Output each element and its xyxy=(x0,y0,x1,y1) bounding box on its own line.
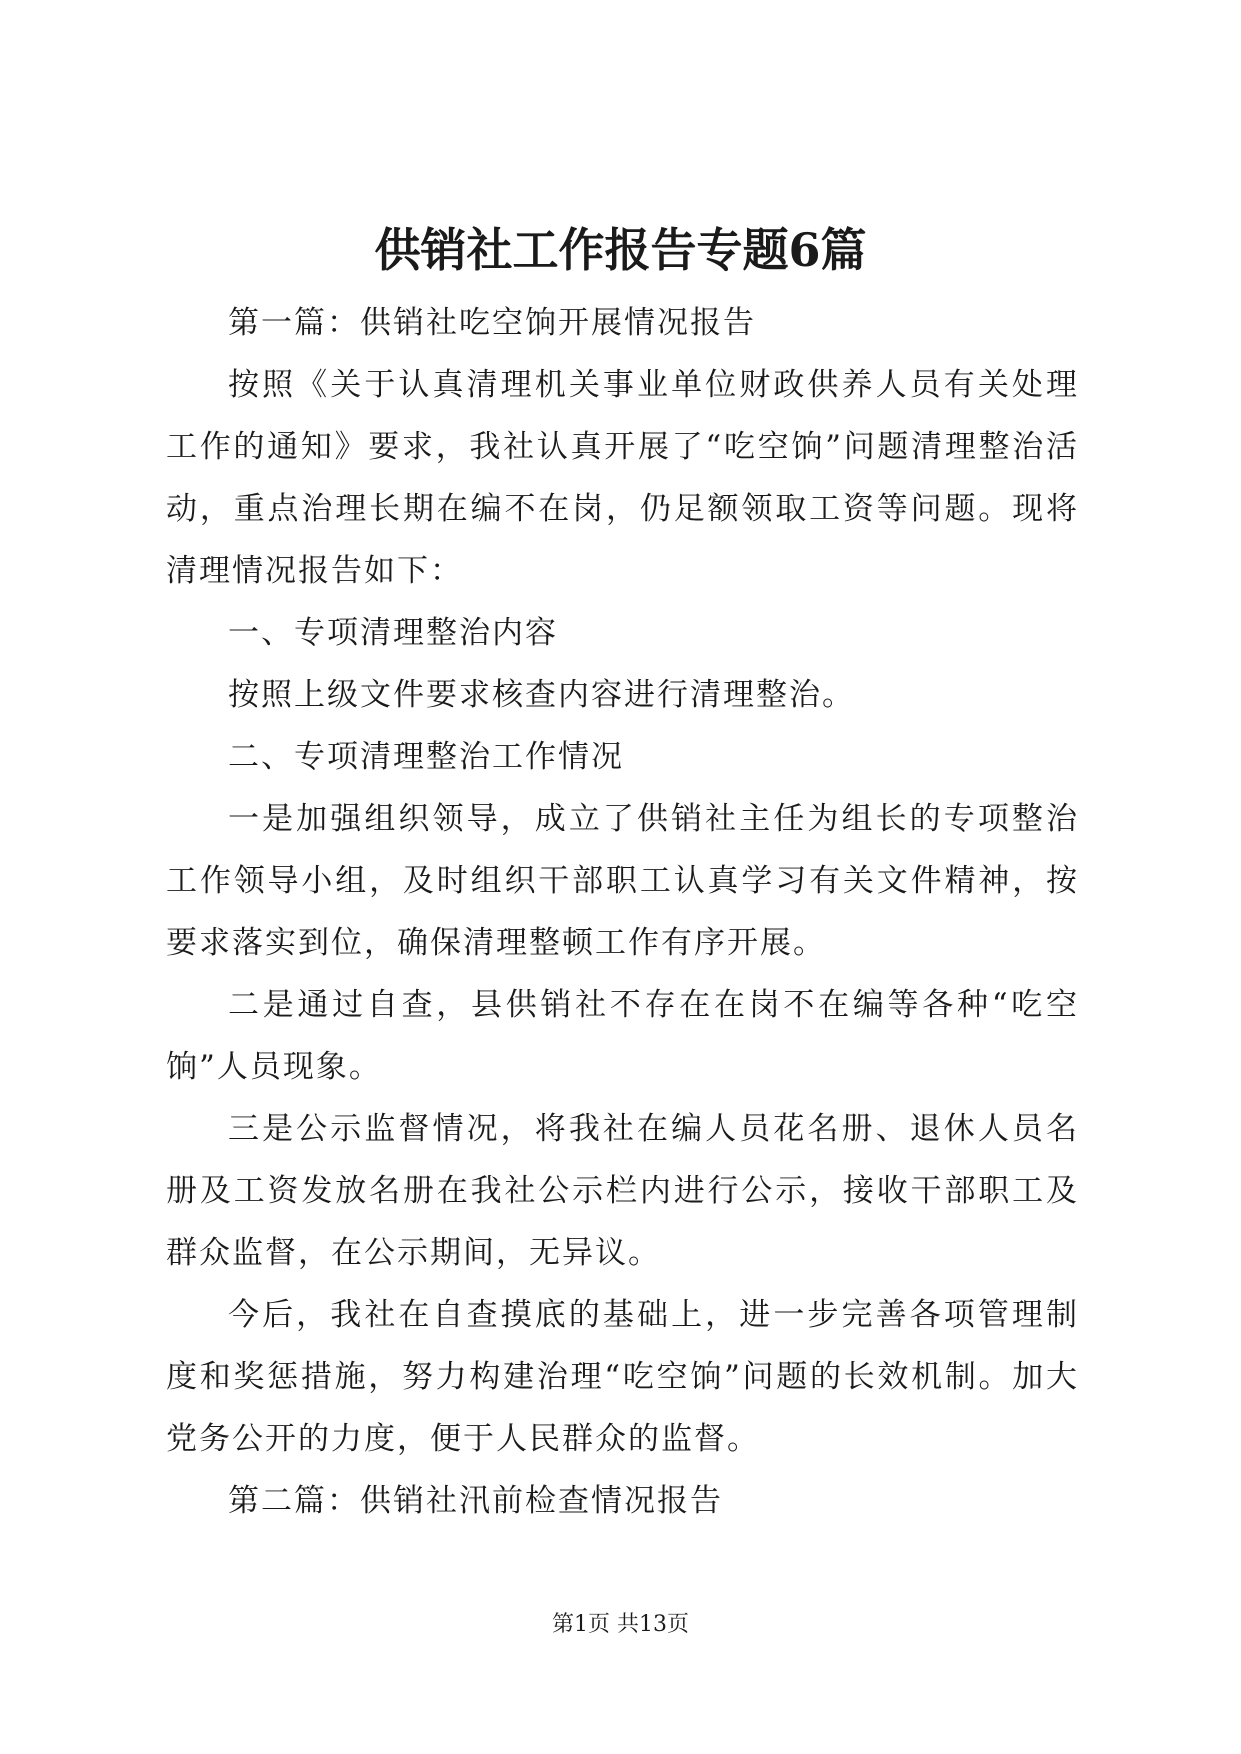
section-heading-2: 第二篇：供销社汛前检查情况报告 xyxy=(228,1483,723,1519)
paragraph: 二是通过自查，县供销社不存在在岗不在编等各种“吃空饷”人员现象。 xyxy=(166,987,1079,1085)
paragraph: 一是加强组织领导，成立了供销社主任为组长的专项整治工作领导小组，及时组织干部职工认真学习有关文件精神，按要求落实到位，确保清理整顿工作有序开展。 xyxy=(166,801,1079,961)
paragraph: 今后，我社在自查摸底的基础上，进一步完善各项管理制度和奖惩措施，努力构建治理“吃空饷”问题的长效机制。加大党务公开的力度，便于人民群众的监督。 xyxy=(166,1297,1079,1457)
page-number-footer: 第1页 共13页 xyxy=(552,1612,689,1637)
paragraph: 按照上级文件要求核查内容进行清理整治。 xyxy=(228,677,855,713)
paragraph: 按照《关于认真清理机关事业单位财政供养人员有关处理工作的通知》要求，我社认真开展了“吃空饷”问题清理整治活动，重点治理长期在编不在岗，仍足额领取工资等问题。现将清理情况报告如下： xyxy=(166,367,1079,589)
subsection-heading: 一、专项清理整治内容 xyxy=(228,615,558,651)
section-heading-1: 第一篇：供销社吃空饷开展情况报告 xyxy=(228,305,756,341)
paragraph: 三是公示监督情况，将我社在编人员花名册、退休人员名册及工资发放名册在我社公示栏内进行公示，接收干部职工及群众监督，在公示期间，无异议。 xyxy=(166,1111,1079,1271)
document-title: 供销社工作报告专题6篇 xyxy=(374,223,867,277)
subsection-heading: 二、专项清理整治工作情况 xyxy=(228,739,624,775)
document-body xyxy=(166,292,1079,1532)
